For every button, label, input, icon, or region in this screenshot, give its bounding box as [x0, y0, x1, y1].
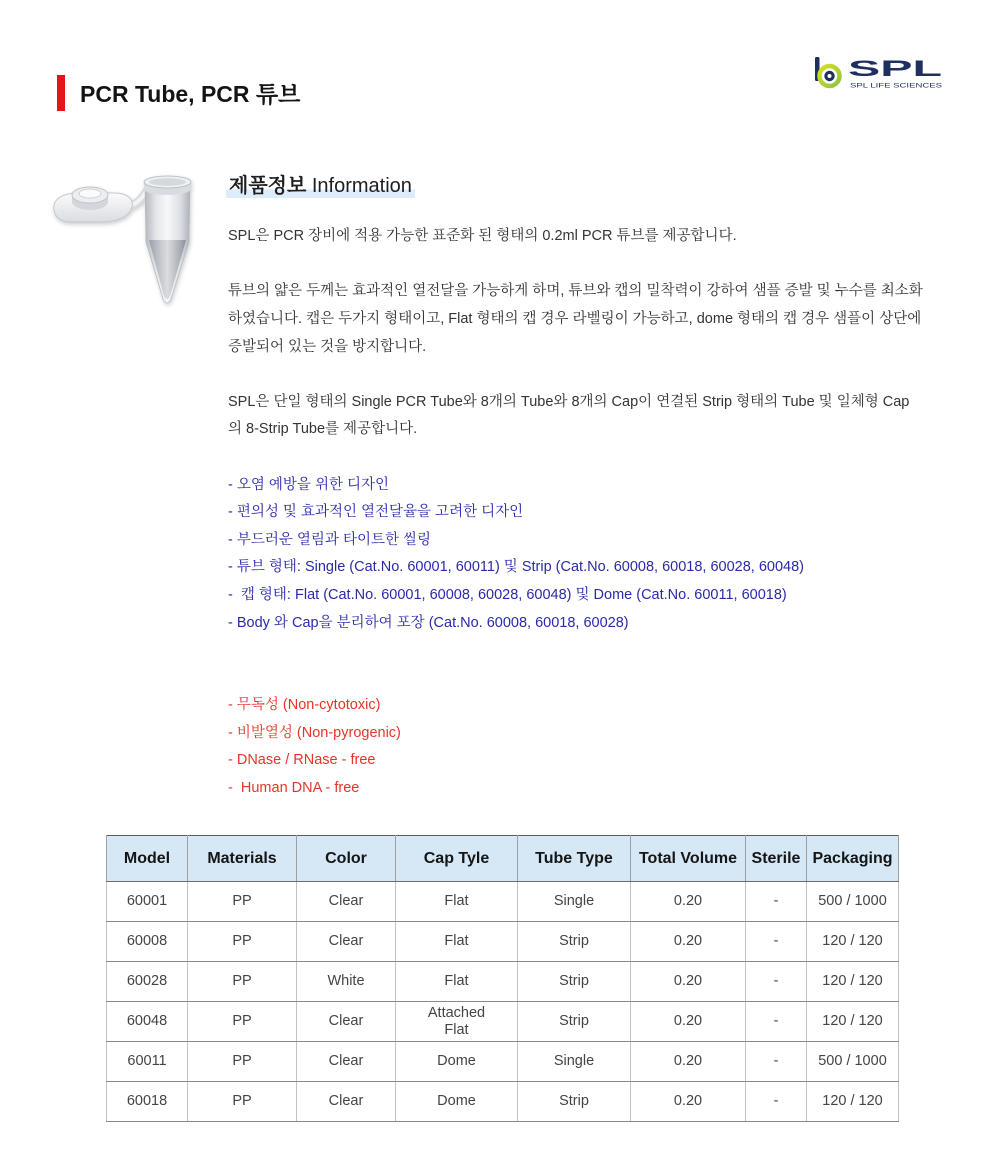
cell-total-volume: 0.20: [631, 1002, 746, 1042]
logo-wordmark: SPL: [848, 56, 942, 81]
cell-model: 60001: [107, 882, 188, 922]
table-header: [107, 836, 899, 882]
cell-model: 60008: [107, 922, 188, 962]
cell-cap-type: Dome: [396, 1082, 518, 1122]
cell-model: 60048: [107, 1002, 188, 1042]
cell-color: Clear: [297, 1002, 396, 1042]
cell-materials: PP: [188, 922, 297, 962]
spl-logo-graphic: [812, 52, 944, 92]
intro-paragraph: [228, 223, 973, 251]
section-heading-en: Information: [311, 175, 412, 197]
cell-packaging: 120 / 120: [807, 962, 899, 1002]
cell-color: Clear: [297, 882, 396, 922]
cell-total-volume: 0.20: [631, 962, 746, 1002]
column-header-sterile: Sterile: [746, 836, 807, 882]
feature-item: - 오염 예방을 위한 디자인: [228, 476, 390, 493]
cell-total-volume: 0.20: [631, 882, 746, 922]
product-info: [228, 223, 973, 802]
column-header-model: Model: [107, 836, 188, 882]
cell-materials: PP: [188, 1082, 297, 1122]
cell-sterile: -: [746, 1082, 807, 1122]
column-header-total-volume: Total Volume: [631, 836, 746, 882]
spl-logo: [812, 52, 944, 92]
cell-cap-type: Attached Flat: [396, 1002, 518, 1042]
table-row: [107, 922, 899, 962]
safety-item: - 무독성 (Non-cytotoxic): [228, 697, 381, 714]
cell-materials: PP: [188, 1002, 297, 1042]
safety-item: - 비발열성 (Non-pyrogenic): [228, 724, 401, 741]
safety-list: [228, 692, 973, 802]
paragraph-line: SPL은 PCR 장비에 적용 가능한 표준화 된 형태의 0.2ml PCR 튜브를 제공합니다.: [228, 228, 737, 245]
column-header-color: Color: [297, 836, 396, 882]
cell-total-volume: 0.20: [631, 1082, 746, 1122]
paragraph-line: SPL은 단일 형태의 Single PCR Tube와 8개의 Tube와 8개의 Cap이 연결된 Strip 형태의 Tube 및 일체형 Cap: [228, 393, 910, 410]
cell-materials: PP: [188, 962, 297, 1002]
cell-total-volume: 0.20: [631, 1042, 746, 1082]
feature-item: - 부드러운 열림과 타이트한 씰링: [228, 531, 432, 548]
cell-color: Clear: [297, 1042, 396, 1082]
cell-tube-type: Strip: [518, 1002, 631, 1042]
cell-packaging: 120 / 120: [807, 1082, 899, 1122]
page-title: PCR Tube, PCR 튜브: [80, 81, 301, 107]
table-row: [107, 1042, 899, 1082]
cell-packaging: 500 / 1000: [807, 882, 899, 922]
logo-tagline: SPL LIFE SCIENCES: [850, 82, 943, 90]
cell-tube-type: Strip: [518, 922, 631, 962]
section-heading: [226, 172, 415, 200]
table-row: [107, 962, 899, 1002]
cell-cap-type: Flat: [396, 962, 518, 1002]
column-header-cap-type: Cap Tyle: [396, 836, 518, 882]
column-header-materials: Materials: [188, 836, 297, 882]
cell-tube-type: Single: [518, 882, 631, 922]
feature-item: - 튜브 형태: Single (Cat.No. 60001, 60011) 및 Strip (Cat.No. 60008, 60018, 60028, 60048): [228, 559, 804, 576]
feature-item: - Body 와 Cap을 분리하여 포장 (Cat.No. 60008, 60018, 60028): [228, 614, 629, 631]
cell-total-volume: 0.20: [631, 922, 746, 962]
cell-cap-type: Flat: [396, 882, 518, 922]
feature-list: [228, 472, 973, 638]
cell-sterile: -: [746, 882, 807, 922]
safety-item: - DNase / RNase - free: [228, 752, 376, 769]
cell-materials: PP: [188, 1042, 297, 1082]
safety-item: - Human DNA - free: [228, 780, 360, 797]
cell-packaging: 500 / 1000: [807, 1042, 899, 1082]
paragraph-line: 튜브의 얇은 두께는 효과적인 열전달을 가능하게 하며, 튜브와 캡의 밀착력이 강하여 샘플 증발 및 누수를 최소화: [228, 283, 923, 300]
cell-sterile: -: [746, 962, 807, 1002]
column-header-packaging: Packaging: [807, 836, 899, 882]
paragraph-line: 증발되어 있는 것을 방지합니다.: [228, 338, 427, 355]
cell-sterile: -: [746, 1042, 807, 1082]
cell-sterile: -: [746, 1002, 807, 1042]
cell-packaging: 120 / 120: [807, 1002, 899, 1042]
cell-color: Clear: [297, 922, 396, 962]
paragraph-line: 의 8-Strip Tube를 제공합니다.: [228, 421, 418, 438]
cell-color: Clear: [297, 1082, 396, 1122]
table-row: [107, 882, 899, 922]
section-heading-ko: 제품정보: [229, 175, 307, 197]
paragraph-line: 하였습니다. 캡은 두가지 형태이고, Flat 형태의 캡 경우 라벨링이 가능하고, dome 형태의 캡 경우 샘플이 상단에: [228, 310, 922, 327]
table-row: [107, 1002, 899, 1042]
spl-logo-mark-icon: [815, 57, 840, 86]
feature-item: - 편의성 및 효과적인 열전달율을 고려한 디자인: [228, 504, 524, 521]
cell-materials: PP: [188, 882, 297, 922]
table-header-row: [107, 836, 899, 882]
product-range-paragraph: [228, 389, 973, 444]
cell-tube-type: Single: [518, 1042, 631, 1082]
cell-tube-type: Strip: [518, 1082, 631, 1122]
cell-model: 60028: [107, 962, 188, 1002]
pcr-tube-image: [45, 168, 200, 313]
column-header-tube-type: Tube Type: [518, 836, 631, 882]
cell-tube-type: Strip: [518, 962, 631, 1002]
description-paragraph: [228, 278, 973, 361]
spec-table: [106, 835, 899, 1122]
cell-color: White: [297, 962, 396, 1002]
cell-cap-type: Flat: [396, 922, 518, 962]
table-body: [107, 882, 899, 1122]
cell-cap-type: Dome: [396, 1042, 518, 1082]
title-accent-bar: [57, 75, 65, 111]
cell-model: 60011: [107, 1042, 188, 1082]
table-row: [107, 1082, 899, 1122]
cell-sterile: -: [746, 922, 807, 962]
cell-model: 60018: [107, 1082, 188, 1122]
cell-packaging: 120 / 120: [807, 922, 899, 962]
feature-item: - 캡 형태: Flat (Cat.No. 60001, 60008, 60028, 60048) 및 Dome (Cat.No. 60011, 60018): [228, 586, 787, 603]
